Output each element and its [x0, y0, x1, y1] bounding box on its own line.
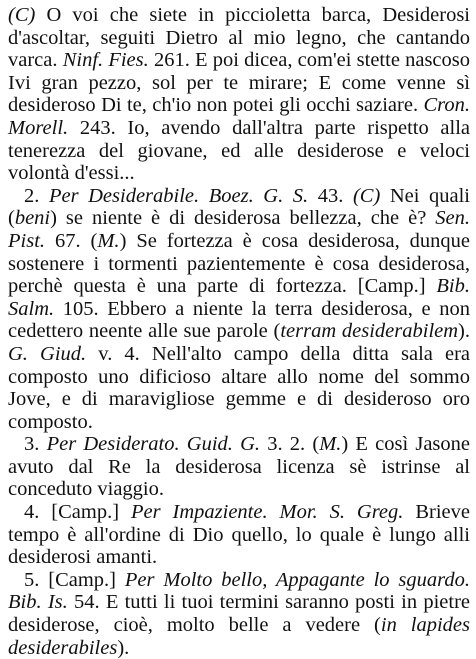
citation-text: (C)	[352, 184, 381, 207]
citation-text: G. Giud.	[8, 342, 87, 365]
citation-text: M.	[97, 229, 120, 252]
body-text: Brieve tempo è all'ordine di Dio quello, lo quale è lungo alli desiderosi amanti.	[8, 501, 470, 569]
body-text: ) E così Jasone avuto dal Re la desiderosa licenza sè istrinse al conceduto viaggio.	[8, 433, 471, 501]
body-text: 43.	[308, 184, 353, 207]
citation-text: Per Impaziente. Mor. S. Greg.	[130, 501, 404, 524]
body-text: 4. [Camp.]	[24, 501, 131, 524]
body-text: ).	[458, 320, 470, 343]
body-text: O voi che siete in piccioletta barca, Desiderosi d'ascoltar, seguiti Dietro al mio legno, che cantando varca.	[8, 4, 470, 72]
body-text: 105. Ebbero a niente la terra desiderosa, e non cedettero neente alle sue parole (	[8, 297, 470, 343]
body-text: 3.	[24, 433, 47, 456]
citation-text: Ninf. Fies.	[62, 49, 149, 72]
citation-text: in lapides desiderabiles	[8, 614, 470, 659]
citation-text: Per Desiderabile. Boez. G. S.	[48, 184, 309, 207]
citation-text: Per Molto bello, Appagante lo sguardo. Bib. Is.	[8, 568, 470, 614]
citation-text: beni	[14, 207, 51, 230]
body-text: ) se niente è di desiderosa bellezza, che è?	[50, 207, 436, 230]
body-text: 243. Io, avendo dall'altra parte rispetto alla tenerezza del giovane, ed alle desiderose e veloci volontà d'essi...	[8, 116, 470, 185]
body-text: 67. (	[45, 229, 98, 252]
body-text: 3. 2. (	[260, 433, 320, 456]
body-text: Nei quali (	[8, 184, 471, 230]
entry-intro	[8, 4, 470, 185]
entry-sense-4	[8, 501, 470, 569]
entry-sense-5	[8, 569, 470, 659]
body-text: ).	[117, 636, 130, 659]
body-text: v. 4. Nell'alto campo della ditta sala era composto uno dificioso altare allo nome del sommo Jove, e di maravigliose gemme e di desideroso oro composto.	[8, 342, 470, 433]
body-text: ) Se fortezza è cosa desiderosa, dunque sostenere i tormenti pazientemente è cosa desiderosa, perchè questa è una parte di fortezza. [Camp.]	[8, 229, 471, 298]
citation-text: terram desiderabilem	[280, 320, 459, 343]
citation-text: Per Desiderato. Guid. G.	[46, 433, 261, 456]
body-text: 54. E tutti li tuoi termini saranno posti in pietre desiderose, cioè, molto belle a vedere (	[8, 591, 470, 637]
body-text: 5. [Camp.]	[24, 568, 125, 591]
body-text: 261. E poi dicea, com'ei stette nascoso Ivi gran pezzo, sol per te mirare; E come venne sì desideroso Di te, ch'io non potei gli occhi saziare.	[8, 49, 471, 117]
entry-sense-3	[8, 433, 470, 501]
citation-text: Sen. Pist.	[8, 207, 470, 252]
citation-text: Bib. Salm.	[8, 275, 470, 320]
body-text: 2.	[24, 184, 49, 207]
entry-sense-2	[8, 185, 470, 434]
citation-text: Cron. Morell.	[8, 94, 470, 139]
citation-text: (C)	[8, 4, 36, 26]
citation-text: M.	[319, 433, 342, 456]
